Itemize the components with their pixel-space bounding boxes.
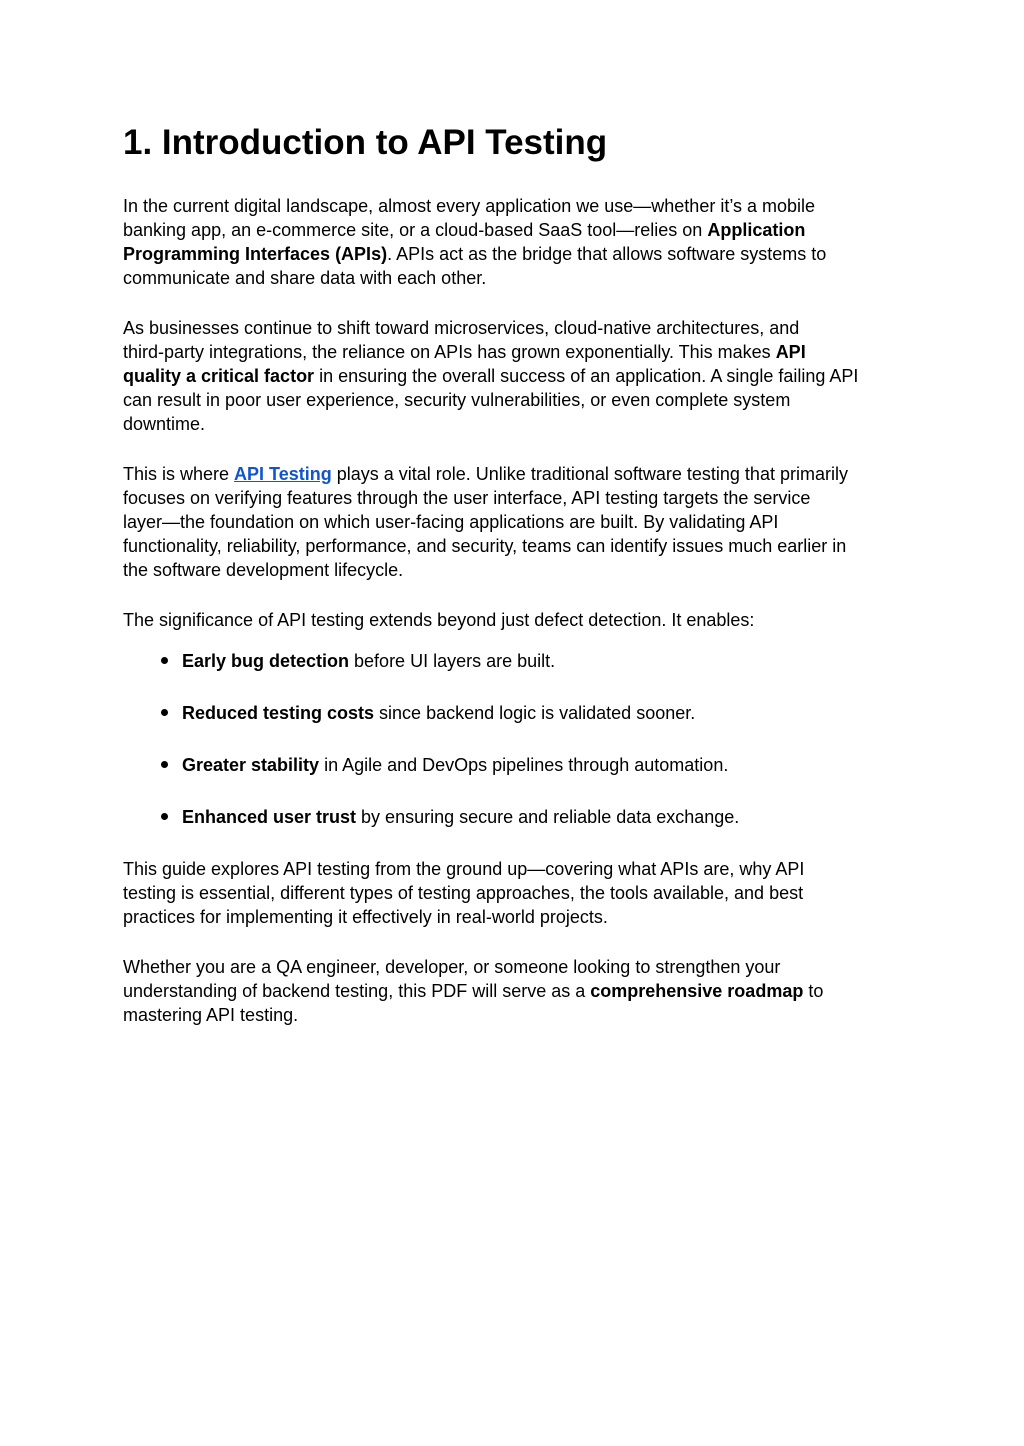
bold-text: Early bug detection — [182, 651, 350, 671]
bold-text: Application — [707, 220, 806, 240]
text-line — [123, 955, 913, 979]
bullet-icon — [161, 657, 168, 664]
body-text: can result in poor user experience, security vulnerabilities, or even complete system — [123, 390, 791, 410]
text-line — [123, 534, 913, 558]
text-line — [123, 510, 913, 534]
text-line — [123, 218, 913, 242]
list-item — [123, 701, 913, 725]
text-line — [123, 388, 913, 412]
document-content — [123, 0, 913, 1053]
bold-text: quality a critical factor — [123, 366, 315, 386]
bold-text: Reduced testing costs — [182, 703, 375, 723]
body-text: functionality, reliability, performance, and security, teams can identify issues much earlier in — [123, 536, 847, 556]
text-line — [123, 316, 913, 340]
text-line — [123, 979, 913, 1003]
body-text: The significance of API testing extends beyond just defect detection. It enables: — [123, 610, 755, 630]
text-line — [123, 462, 913, 486]
body-text: . APIs act as the bridge that allows software systems to — [387, 244, 827, 264]
intro-paragraph — [123, 194, 913, 290]
text-line — [123, 558, 913, 582]
body-text: As businesses continue to shift toward microservices, cloud-native architectures, and — [123, 318, 800, 338]
body-text: This is where — [123, 464, 235, 484]
page-title: 1. Introduction to API Testing — [123, 123, 608, 162]
api-testing-link[interactable]: API Testing — [234, 464, 332, 484]
audience-paragraph — [123, 955, 913, 1027]
bullet-icon — [161, 813, 168, 820]
body-text: plays a vital role. Unlike traditional software testing that primarily — [331, 464, 848, 484]
body-text: to — [803, 981, 824, 1001]
text-line — [123, 194, 913, 218]
bold-text: Programming Interfaces (APIs) — [123, 244, 388, 264]
body-text: communicate and share data with each other. — [123, 268, 487, 288]
text-line — [123, 412, 913, 436]
list-item — [123, 753, 913, 777]
guide-overview-paragraph — [123, 857, 913, 929]
list-item — [123, 805, 913, 829]
body-text: by ensuring secure and reliable data exchange. — [356, 807, 740, 827]
body-text: focuses on verifying features through the user interface, API testing targets the service — [123, 488, 811, 508]
text-line — [123, 857, 913, 881]
text-line — [123, 608, 913, 632]
body-text: banking app, an e-commerce site, or a cloud-based SaaS tool—relies on — [123, 220, 708, 240]
bold-text: Greater stability — [182, 755, 320, 775]
body-text: Whether you are a QA engineer, developer, or someone looking to strengthen your — [123, 957, 781, 977]
body-text: practices for implementing it effectively in real-world projects. — [123, 907, 608, 927]
text-line — [123, 242, 913, 266]
document-body — [123, 194, 913, 1027]
text-line — [123, 486, 913, 510]
body-text: downtime. — [123, 414, 206, 434]
body-text: in ensuring the overall success of an application. A single failing API — [314, 366, 859, 386]
body-text: in Agile and DevOps pipelines through automation. — [319, 755, 729, 775]
body-text: before UI layers are built. — [349, 651, 556, 671]
text-line — [123, 1003, 913, 1027]
body-text: the software development lifecycle. — [123, 560, 404, 580]
text-line — [123, 905, 913, 929]
text-line — [123, 266, 913, 290]
body-text: third-party integrations, the reliance on APIs has grown exponentially. This makes — [123, 342, 776, 362]
bullet-icon — [161, 709, 168, 716]
benefits-list — [123, 649, 913, 829]
body-text: This guide explores API testing from the ground up—covering what APIs are, why API — [123, 859, 805, 879]
body-text: layer—the foundation on which user-facing applications are built. By validating API — [123, 512, 779, 532]
api-testing-role-paragraph — [123, 462, 913, 582]
text-line — [123, 340, 913, 364]
body-text: since backend logic is validated sooner. — [374, 703, 696, 723]
bold-text: comprehensive roadmap — [590, 981, 804, 1001]
body-text: In the current digital landscape, almost every application we use—whether it’s a mobile — [123, 196, 816, 216]
bold-text: Enhanced user trust — [182, 807, 357, 827]
api-growth-paragraph — [123, 316, 913, 436]
bold-text: API — [775, 342, 806, 362]
body-text: mastering API testing. — [123, 1005, 299, 1025]
body-text: testing is essential, different types of testing approaches, the tools available, and best — [123, 883, 804, 903]
bullet-icon — [161, 761, 168, 768]
list-item — [123, 649, 913, 673]
text-line — [123, 881, 913, 905]
body-text: understanding of backend testing, this PDF will serve as a — [123, 981, 591, 1001]
text-line — [123, 364, 913, 388]
significance-paragraph — [123, 608, 913, 632]
